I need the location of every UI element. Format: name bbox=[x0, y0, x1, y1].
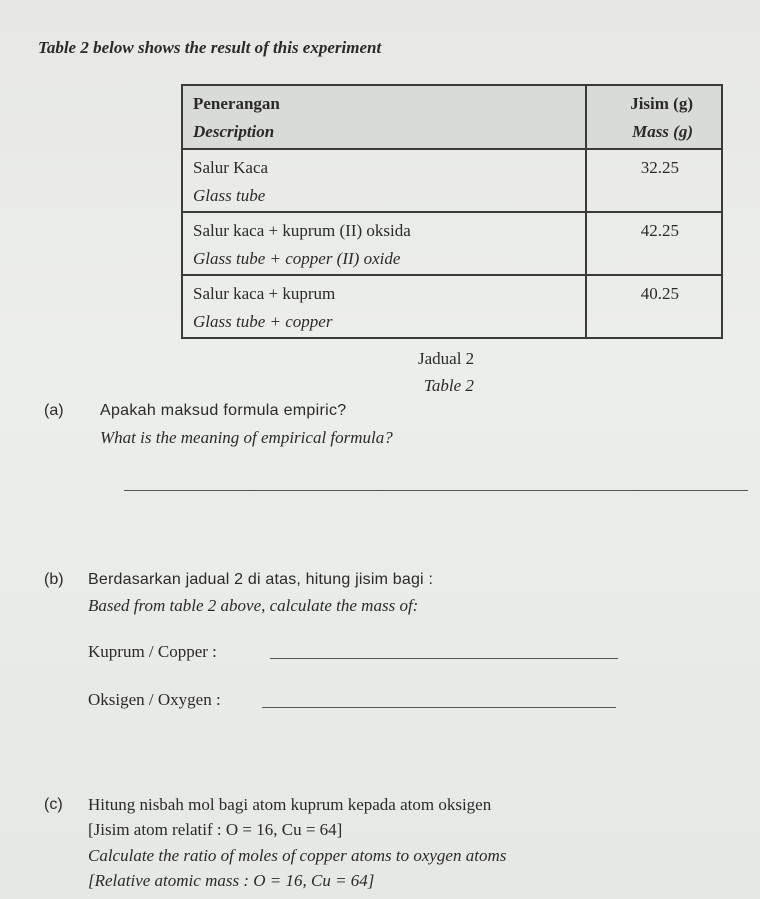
question-b-label: (b) bbox=[44, 571, 64, 588]
row-description-en: Glass tube + copper (II) oxide bbox=[193, 249, 401, 268]
question-c-en: Calculate the ratio of moles of copper atoms to oxygen atoms bbox=[88, 846, 507, 865]
row-mass-value: 40.25 bbox=[640, 284, 679, 303]
row-description bbox=[182, 212, 586, 275]
table-row bbox=[182, 149, 722, 212]
oxygen-answer-line[interactable] bbox=[262, 707, 616, 708]
row-mass bbox=[586, 275, 722, 338]
intro-text: Table 2 below shows the result of this experiment bbox=[38, 38, 382, 57]
copper-answer-line[interactable] bbox=[270, 658, 618, 659]
table-caption-en: Table 2 bbox=[424, 376, 474, 395]
row-description-ms: Salur kaca + kuprum bbox=[193, 284, 336, 303]
header-description bbox=[182, 85, 586, 149]
row-mass bbox=[586, 149, 722, 212]
question-a-en: What is the meaning of empirical formula? bbox=[100, 428, 393, 447]
header-description-ms: Penerangan bbox=[193, 94, 280, 113]
table-row bbox=[182, 275, 722, 338]
row-mass bbox=[586, 212, 722, 275]
question-c-ms: Hitung nisbah mol bagi atom kuprum kepada atom oksigen bbox=[88, 795, 492, 814]
question-c-label: (c) bbox=[44, 796, 63, 813]
question-a-ms: Apakah maksud formula empiric? bbox=[100, 402, 347, 419]
question-b-en: Based from table 2 above, calculate the mass of: bbox=[88, 596, 419, 615]
copper-label: Kuprum / Copper : bbox=[88, 642, 217, 661]
question-c-en-atomic-mass: [Relative atomic mass : O = 16, Cu = 64] bbox=[88, 871, 375, 890]
row-description-ms: Salur Kaca bbox=[193, 158, 269, 177]
row-description-ms: Salur kaca + kuprum (II) oksida bbox=[193, 221, 411, 240]
answer-line-a[interactable] bbox=[124, 490, 748, 491]
row-description bbox=[182, 275, 586, 338]
table-row bbox=[182, 212, 722, 275]
row-description bbox=[182, 149, 586, 212]
row-description-en: Glass tube bbox=[193, 186, 266, 205]
question-b-ms: Berdasarkan jadual 2 di atas, hitung jisim bagi : bbox=[88, 571, 434, 588]
table-caption-ms: Jadual 2 bbox=[418, 349, 475, 368]
row-description-en: Glass tube + copper bbox=[193, 312, 333, 331]
results-table bbox=[181, 84, 723, 339]
header-mass bbox=[586, 85, 722, 149]
question-c-ms-atomic-mass: [Jisim atom relatif : O = 16, Cu = 64] bbox=[88, 820, 343, 839]
oxygen-label: Oksigen / Oxygen : bbox=[88, 690, 221, 709]
question-a-label: (a) bbox=[44, 402, 64, 419]
row-mass-value: 42.25 bbox=[640, 221, 679, 240]
header-description-en: Description bbox=[193, 122, 275, 141]
table-header-row bbox=[182, 85, 722, 149]
header-mass-en: Mass (g) bbox=[632, 122, 693, 141]
header-mass-ms: Jisim (g) bbox=[630, 94, 693, 113]
row-mass-value: 32.25 bbox=[640, 158, 679, 177]
